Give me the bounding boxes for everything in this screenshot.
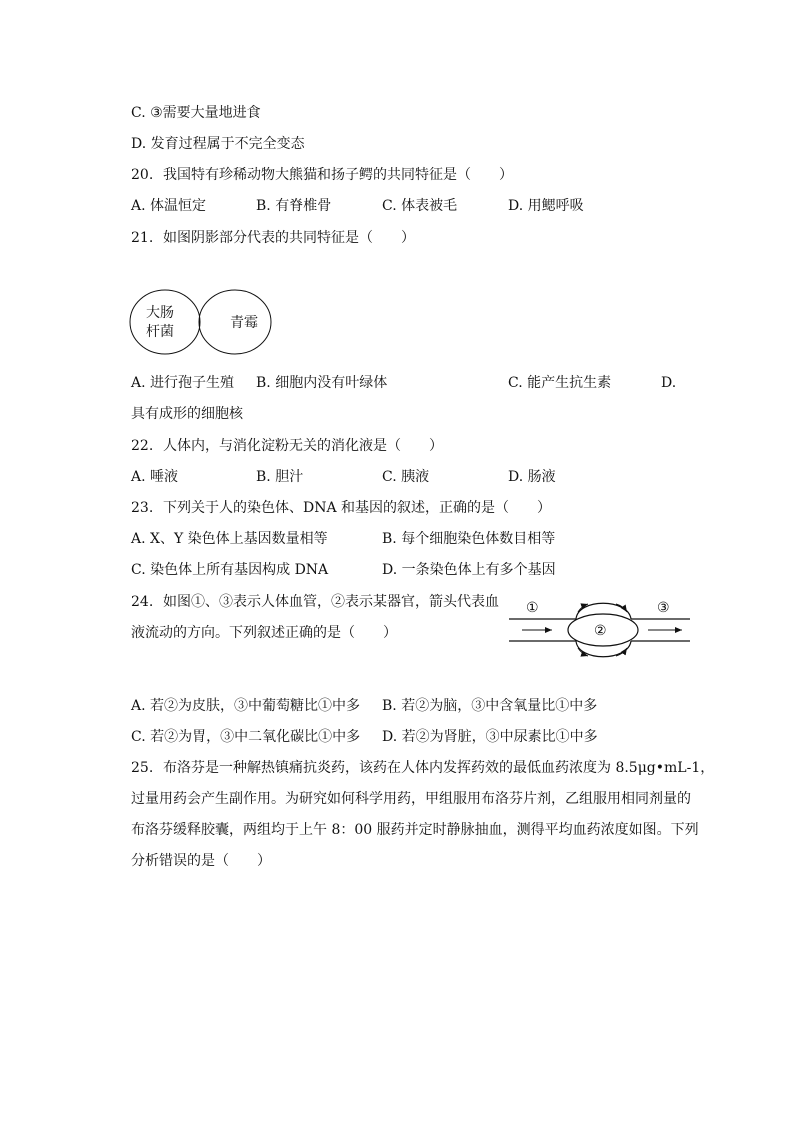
q22-stem [131,437,443,455]
q22-stem-text: 人体内，与消化淀粉无关的消化液是（ ） [163,438,443,454]
label-organ-2: ② [594,623,607,639]
q20-stem-text: 我国特有珍稀动物大熊猫和扬子鳄的共同特征是（ ） [163,167,513,183]
label-vessel-1: ① [526,600,539,616]
q22-number: 22. [131,438,154,454]
q20-option-b: B. 有脊椎骨 [256,198,332,214]
q24-stem-line-2: 液流动的方向。下列叙述正确的是（ ） [131,625,397,641]
q19-option-d: D. 发育过程属于不完全变态 [131,136,305,152]
q23-option-d: D. 一条染色体上有多个基因 [382,562,556,578]
venn-right-label: 青霉 [230,315,258,331]
q21-number: 21. [131,230,154,246]
q23-number: 23. [131,500,154,516]
q24-option-b: B. 若②为脑，③中含氧量比①中多 [382,698,598,714]
q23-option-c: C. 染色体上所有基因构成 DNA [131,562,329,578]
q20-option-d: D. 用鳃呼吸 [508,198,584,214]
q20-number: 20. [131,167,154,183]
q24-option-a: A. 若②为皮肤，③中葡萄糖比①中多 [131,698,361,714]
q23-option-a: A. X、Y 染色体上基因数量相等 [131,531,328,547]
q21-stem-text: 如图阴影部分代表的共同特征是（ ） [163,230,415,246]
q24-number: 24. [131,594,154,610]
q24-stem-line-1 [131,593,499,611]
q25-number: 25. [131,760,154,776]
q20-option-a: A. 体温恒定 [131,198,207,214]
venn-left-label-1: 大肠 [146,305,174,321]
q24-option-d: D. 若②为肾脏，③中尿素比①中多 [382,729,598,745]
label-vessel-3: ③ [657,600,670,616]
q21-option-a: A. 进行孢子生殖 [131,375,235,391]
q25-line-2: 过量用药会产生副作用。为研究如何科学用药，甲组服用布洛芬片剂，乙组服用相同剂量的 [131,791,691,807]
q22-option-d: D. 肠液 [508,469,556,485]
q25-line-1 [131,759,714,777]
q22-option-c: C. 胰液 [382,469,430,485]
q23-stem [131,499,551,517]
q24-option-c: C. 若②为胃，③中二氧化碳比①中多 [131,729,361,745]
q25-line-3: 布洛芬缓释胶囊，两组均于上午 8：00 服药并定时静脉抽血，测得平均血药浓度如图。下列 [131,822,699,838]
venn-diagram [128,287,278,359]
q21-option-c: C. 能产生抗生素 [508,375,612,391]
q25-line-4: 分析错误的是（ ） [131,853,271,869]
q21-option-b: B. 细胞内没有叶绿体 [256,375,388,391]
q24-stem-text-1: 如图①、③表示人体血管，②表示某器官，箭头代表血 [163,594,499,610]
q20-stem [131,166,513,184]
q20-option-c: C. 体表被毛 [382,198,458,214]
q21-stem [131,229,415,247]
q21-option-d-continued: 具有成形的细胞核 [131,406,243,422]
q19-option-c: C. ③需要大量地进食 [131,105,261,121]
q25-text-1: 布洛芬是一种解热镇痛抗炎药，该药在人体内发挥药效的最低血药浓度为 8.5μg•mL-1， [163,760,715,776]
q22-option-a: A. 唾液 [131,469,179,485]
q23-stem-text: 下列关于人的染色体、DNA 和基因的叙述，正确的是（ ） [163,500,552,516]
venn-left-circle [130,290,200,354]
q23-option-b: B. 每个细胞染色体数目相等 [382,531,556,547]
venn-left-label-2: 杆菌 [146,324,174,340]
q21-option-d: D. [661,375,677,391]
q22-option-b: B. 胆汁 [256,469,304,485]
blood-vessel-diagram [506,594,696,666]
